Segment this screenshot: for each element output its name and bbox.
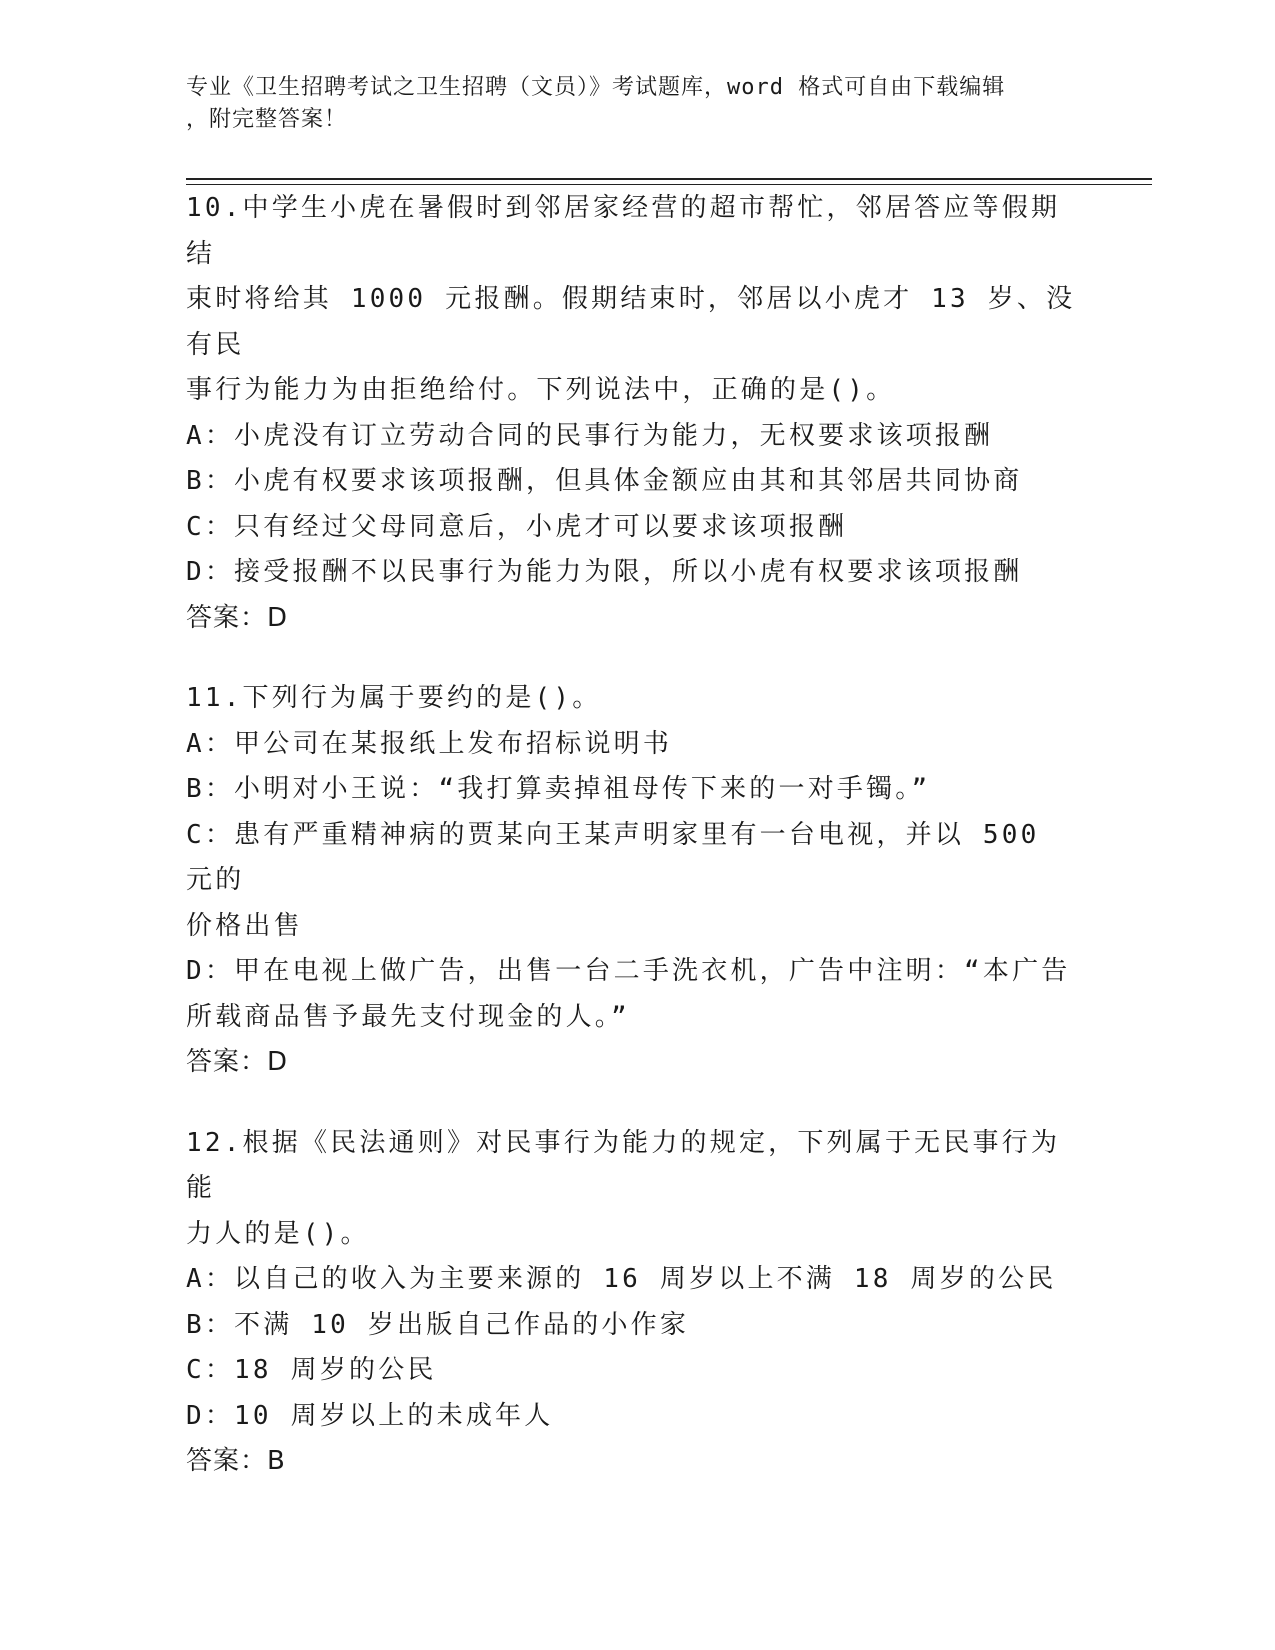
option-line: 价格出售: [186, 910, 303, 941]
answer-label: 答案：B: [186, 1446, 286, 1476]
option-line: D：10 周岁以上的未成年人: [186, 1400, 554, 1431]
option-line: 所载商品售予最先支付现金的人。”: [186, 1001, 630, 1032]
option-list: [186, 722, 1086, 1041]
question-stem: [186, 1121, 1086, 1258]
option-line: A：甲公司在某报纸上发布招标说明书: [186, 728, 673, 759]
stem-line: 束时将给其 1000 元报酬。假期结束时，邻居以小虎才 13 岁、没有民: [186, 284, 1076, 360]
option-a: [186, 722, 1086, 768]
header-divider-thin: [186, 184, 1152, 185]
question-list: [186, 186, 1086, 1520]
option-d: [186, 550, 1086, 596]
stem-line: 12.根据《民法通则》对民事行为能力的规定，下列属于无民事行为能: [186, 1127, 1061, 1203]
question-stem: [186, 186, 1086, 414]
stem-line: 10.中学生小虎在暑假时到邻居家经营的超市帮忙，邻居答应等假期结: [186, 193, 1061, 269]
option-d: [186, 949, 1086, 1040]
header-divider-thick: [186, 178, 1152, 180]
option-a: [186, 414, 1086, 460]
option-line: C：18 周岁的公民: [186, 1355, 437, 1385]
stem-line: 事行为能力为由拒绝给付。下列说法中，正确的是()。: [186, 375, 896, 405]
question-11: [186, 676, 1086, 1086]
question-12: [186, 1121, 1086, 1485]
option-line: C：只有经过父母同意后，小虎才可以要求该项报酬: [186, 511, 848, 542]
answer-label: 答案：D: [186, 1047, 289, 1077]
option-line: C：患有严重精神病的贾某向王某声明家里有一台电视，并以 500 元的: [186, 819, 1040, 895]
question-stem: [186, 676, 1086, 722]
option-b: [186, 459, 1086, 505]
option-list: [186, 1257, 1086, 1439]
option-b: [186, 1303, 1086, 1349]
option-line: A：小虎没有订立劳动合同的民事行为能力，无权要求该项报酬: [186, 420, 994, 451]
option-line: D：接受报酬不以民事行为能力为限，所以小虎有权要求该项报酬: [186, 557, 1023, 587]
option-b: [186, 767, 1086, 813]
option-c: [186, 505, 1086, 551]
option-line: B：小虎有权要求该项报酬，但具体金额应由其和其邻居共同协商: [186, 466, 1023, 496]
option-a: [186, 1257, 1086, 1303]
stem-line: 力人的是()。: [186, 1218, 370, 1249]
header-line: 专业《卫生招聘考试之卫生招聘（文员）》考试题库，word 格式可自由下载编辑: [186, 75, 1006, 100]
header-line: ，附完整答案！: [186, 107, 348, 132]
option-line: B：不满 10 岁出版自己作品的小作家: [186, 1309, 690, 1340]
option-line: A：以自己的收入为主要来源的 16 周岁以上不满 18 周岁的公民: [186, 1264, 1057, 1294]
stem-line: 11.下列行为属于要约的是()。: [186, 683, 602, 713]
option-line: B：小明对小王说：“我打算卖掉祖母传下来的一对手镯。”: [186, 774, 931, 804]
option-list: [186, 414, 1086, 596]
option-c: [186, 1348, 1086, 1394]
question-10: [186, 186, 1086, 641]
option-line: D：甲在电视上做广告，出售一台二手洗衣机，广告中注明：“本广告: [186, 956, 1071, 986]
document-header: [186, 72, 1066, 136]
option-d: [186, 1394, 1086, 1440]
answer-label: 答案：D: [186, 602, 289, 633]
option-c: [186, 813, 1086, 950]
